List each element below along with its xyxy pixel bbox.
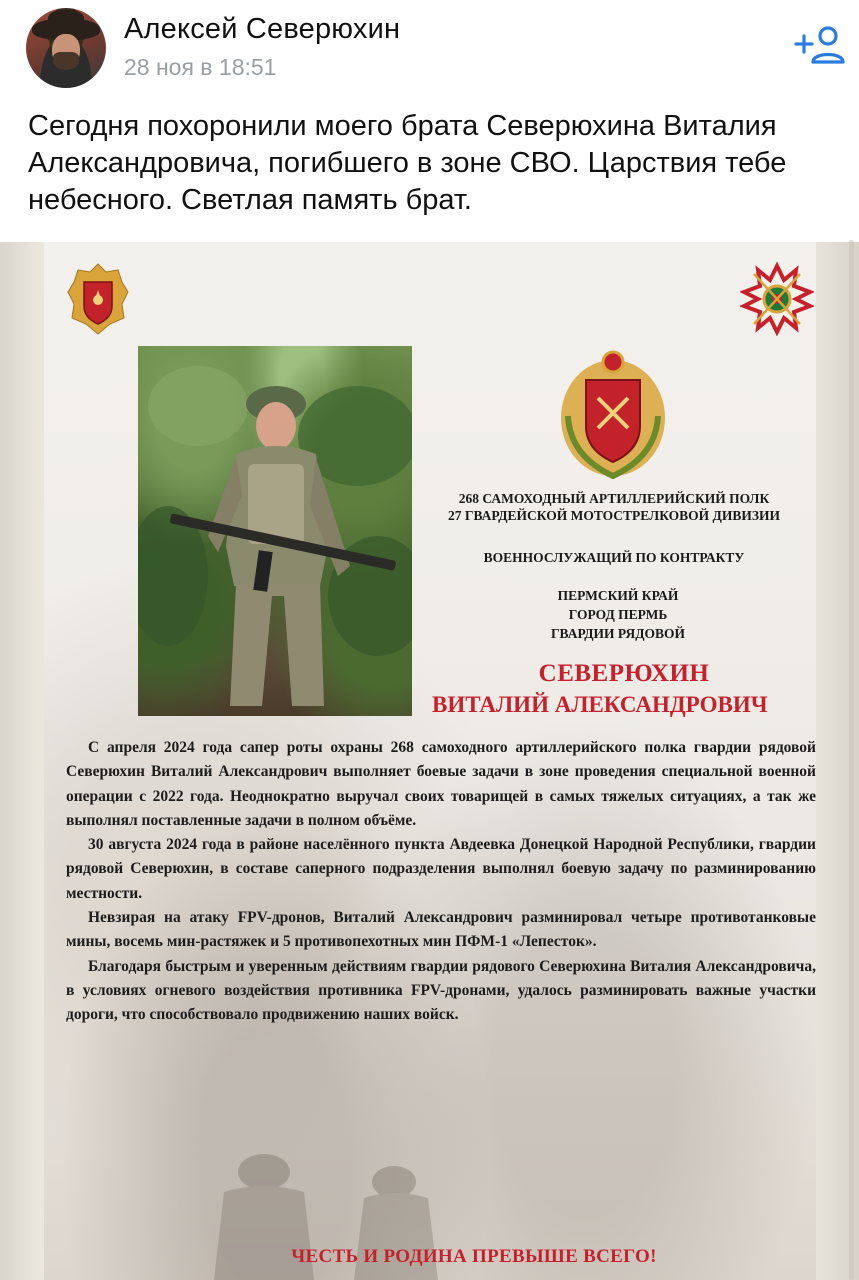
soldier-photo <box>138 346 412 716</box>
bio-paragraph: 30 августа 2024 года в районе населённого пункта Авдеевка Донецкой Народной Республики, гвардии рядовой Северюхин, в составе саперного подразделения выполнял боевую задачу по разминированию местности. <box>66 836 816 902</box>
author-name[interactable]: Алексей Северюхин <box>124 13 401 45</box>
add-friend-button[interactable] <box>792 24 848 68</box>
post-date[interactable]: 28 ноя в 18:51 <box>124 54 277 80</box>
avatar[interactable] <box>26 8 106 88</box>
rank: ГВАРДИИ РЯДОВОЙ <box>550 626 686 641</box>
biography <box>66 736 816 1028</box>
unit-line-2: 27 ГВАРДЕЙСКОЙ МОТОСТРЕЛКОВОЙ ДИВИЗИИ <box>448 508 780 523</box>
soldier-first-middle-name: ВИТАЛИЙ АЛЕКСАНДРОВИЧ <box>432 692 768 717</box>
service-type: ВОЕННОСЛУЖАЩИЙ ПО КОНТРАКТУ <box>483 550 745 565</box>
memorial-poster <box>44 242 816 1280</box>
scrollbar[interactable] <box>849 240 854 1280</box>
cross-emblem-right-icon <box>740 262 814 336</box>
city: ГОРОД ПЕРМЬ <box>568 607 668 622</box>
region: ПЕРМСКИЙ КРАЙ <box>557 588 679 603</box>
avatar-beard <box>53 52 79 70</box>
bio-paragraph: С апреля 2024 года сапер роты охраны 268 самоходного артиллерийского полка гвардии рядовой Северюхин Виталий Александрович выполняет боевые задачи в зоне проведения специальной военной операции с 2022 года. Неоднократно выручал своих товарищей в самых тяжелых ситуациях, а так же выполнял поставленные задачи в полном объёме. <box>66 739 816 829</box>
post-header <box>0 0 859 100</box>
motto: ЧЕСТЬ И РОДИНА ПРЕВЫШЕ ВСЕГО! <box>291 1246 657 1267</box>
soldier-last-name: СЕВЕРЮХИН <box>538 660 710 687</box>
unit-line-1: 268 САМОХОДНЫЙ АРТИЛЛЕРИЙСКИЙ ПОЛК <box>458 491 770 506</box>
division-emblem-icon <box>558 346 668 480</box>
post-text: Сегодня похоронили моего брата Северюхина Виталия Александровича, погибшего в зоне СВО. Царствия тебе небесного. Светлая память брат. <box>28 110 787 216</box>
unit-title <box>414 490 814 524</box>
unit-emblem-left-icon <box>66 262 130 336</box>
add-friend-icon <box>792 24 848 68</box>
post-image[interactable] <box>0 242 859 1280</box>
bio-paragraph: Благодаря быстрым и уверенным действиям гвардии рядового Северюхина Виталия Александровича, в условиях огневого воздействия противника FPV-дронами, удалось разминировать важные участки дороги, что способствовало продвижению наших войск. <box>66 957 816 1024</box>
soldier-figure <box>138 346 412 716</box>
location-block <box>488 586 748 643</box>
bio-paragraph: Невзирая на атаку FPV-дронов, Виталий Александрович разминировал четыре противотанковые мины, восемь мин-растяжек и 5 противопехотных мин ПФМ-1 «Лепесток». <box>66 909 816 951</box>
